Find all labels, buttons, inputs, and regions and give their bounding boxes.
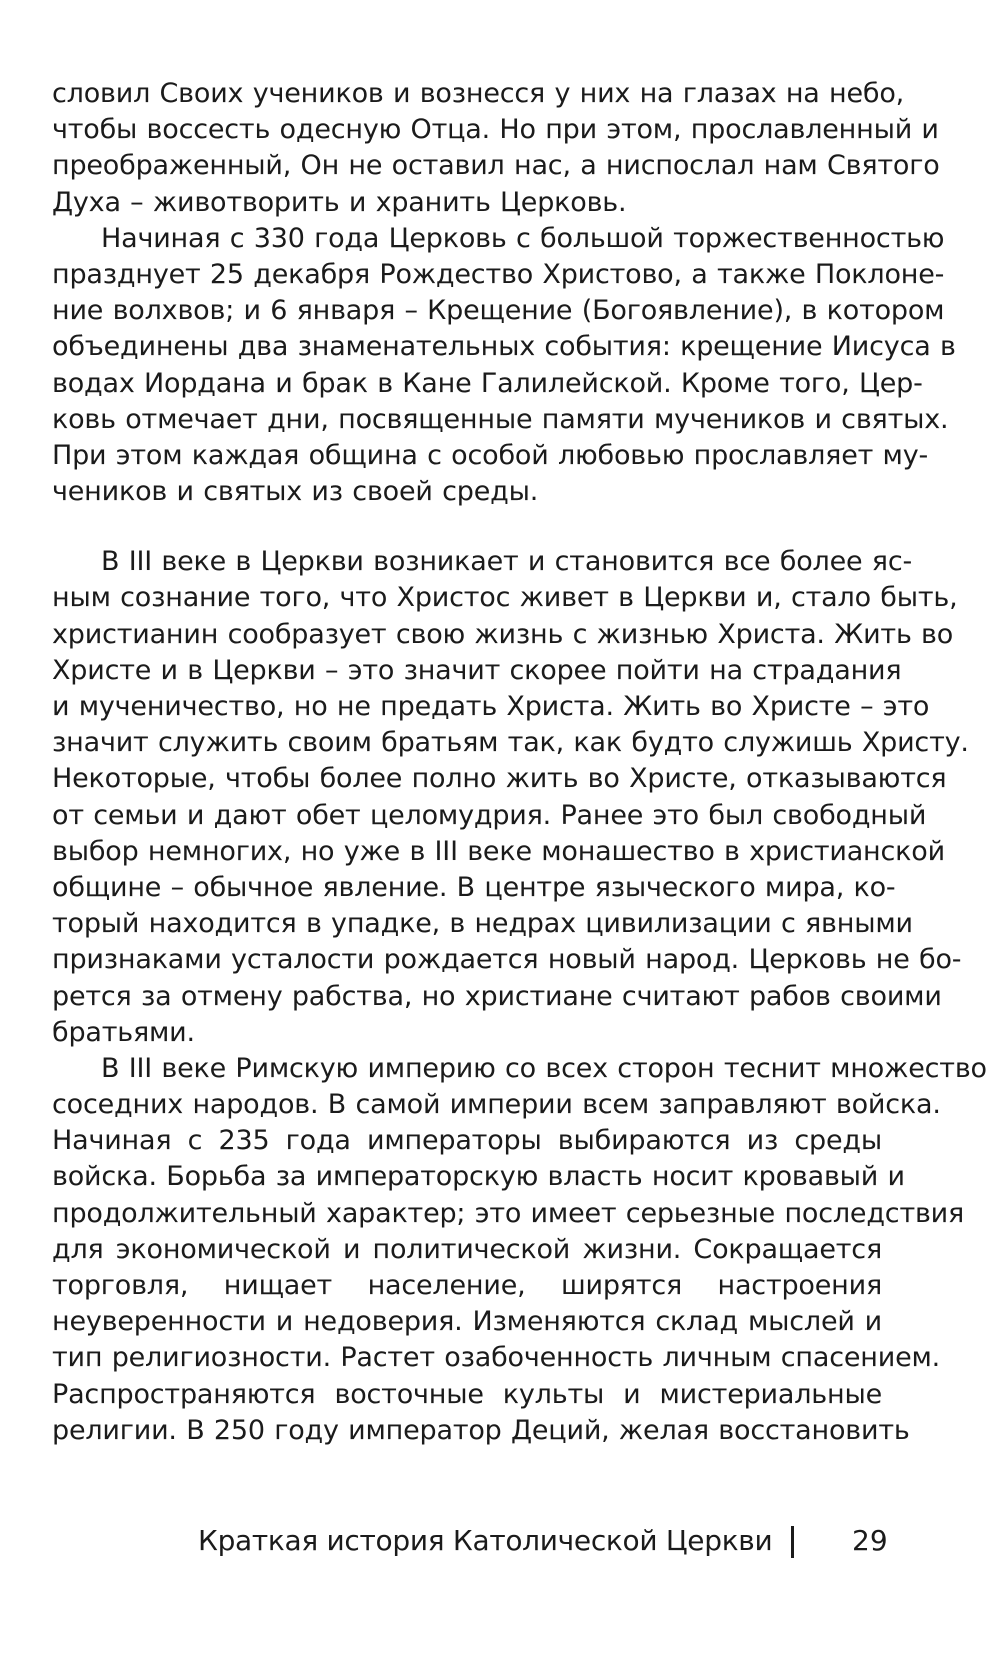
- paragraph-ascension: [52, 76, 940, 221]
- text-line: празднует 25 декабря Рождество Христово, а также Поклоне-: [52, 258, 945, 290]
- footer-divider: [791, 1526, 794, 1558]
- text-line: водах Иордана и брак в Кане Галилейской. Кроме того, Цер-: [52, 367, 923, 399]
- text-line: христианин сообразует свою жизнь с жизнью Христа. Жить во: [52, 618, 954, 650]
- text-line: от семьи и дают обет целомудрия. Ранее это был свободный: [52, 799, 927, 831]
- text-line: признаками усталости рождается новый народ. Церковь не бо-: [52, 944, 962, 976]
- text-line: рется за отмену рабства, но христиане считают рабов своими: [52, 980, 942, 1012]
- text-line: При этом каждая община с особой любовью прославляет му-: [52, 439, 929, 471]
- page-number: 29: [852, 1524, 888, 1557]
- text-line: Некоторые, чтобы более полно жить во Христе, отказываются: [52, 763, 947, 795]
- text-line: чтобы воссесть одесную Отца. Но при этом, прославленный и: [52, 114, 939, 146]
- text-line: объединены два знаменательных события: крещение Иисуса в: [52, 331, 956, 363]
- text-line: соседних народов. В самой империи всем заправляют войска.: [52, 1089, 941, 1121]
- text-line: религии. В 250 году император Деций, желая восстановить: [52, 1414, 910, 1446]
- text-line: торый находится в упадке, в недрах цивилизации с явными: [52, 908, 913, 940]
- section-gap: [52, 510, 882, 544]
- text-line: чеников и святых из своей среды.: [52, 476, 539, 508]
- text-line: В III веке Римскую империю со всех сторон теснит множество: [101, 1052, 987, 1084]
- paragraph-life-in-christ: [52, 544, 969, 1051]
- text-line: Духа – животворить и хранить Церковь.: [52, 186, 627, 218]
- text-line: войска. Борьба за императорскую власть носит кровавый и: [52, 1161, 905, 1193]
- paragraph-roman-empire: [52, 1051, 987, 1449]
- text-line: Христе и в Церкви – это значит скорее пойти на страдания: [52, 654, 902, 686]
- text-line: Распространяются восточные культы и мистериальные: [52, 1378, 882, 1410]
- text-line: выбор немногих, но уже в III веке монашество в христианской: [52, 835, 945, 867]
- text-line: Начиная с 330 года Церковь с большой торжественностью: [101, 222, 945, 254]
- text-line: для экономической и политической жизни. Сокращается: [52, 1233, 882, 1265]
- text-line: ным сознание того, что Христос живет в Церкви и, стало быть,: [52, 582, 958, 614]
- running-title: Краткая история Католической Церкви: [198, 1524, 773, 1557]
- text-line: неуверенности и недоверия. Изменяются склад мыслей и: [52, 1306, 882, 1338]
- text-line: ковь отмечает дни, посвященные памяти мучеников и святых.: [52, 403, 949, 435]
- text-line: словил Своих учеников и вознесся у них на глазах на небо,: [52, 78, 905, 109]
- paragraph-feasts: [52, 221, 956, 511]
- text-line: торговля, нищает население, ширятся настроения: [52, 1270, 882, 1301]
- text-line: братьями.: [52, 1016, 195, 1048]
- page-footer: [0, 1516, 1000, 1566]
- text-line: В III веке в Церкви возникает и становится все более яс-: [101, 546, 913, 578]
- text-line: и мученичество, но не предать Христа. Жить во Христе – это: [52, 691, 930, 722]
- text-line: тип религиозности. Растет озабоченность личным спасением.: [52, 1342, 941, 1374]
- text-line: продолжительный характер; это имеет серьезные последствия: [52, 1197, 965, 1229]
- text-line: общине – обычное явление. В центре языческого мира, ко-: [52, 871, 896, 903]
- text-line: преображенный, Он не оставил нас, а ниспослал нам Святого: [52, 150, 940, 182]
- text-line: ние волхвов; и 6 января – Крещение (Богоявление), в котором: [52, 295, 945, 327]
- text-line: значит служить своим братьям так, как будто служишь Христу.: [52, 727, 969, 759]
- text-line: Начиная с 235 года императоры выбираются из среды: [52, 1125, 882, 1157]
- page-body: [52, 76, 987, 1449]
